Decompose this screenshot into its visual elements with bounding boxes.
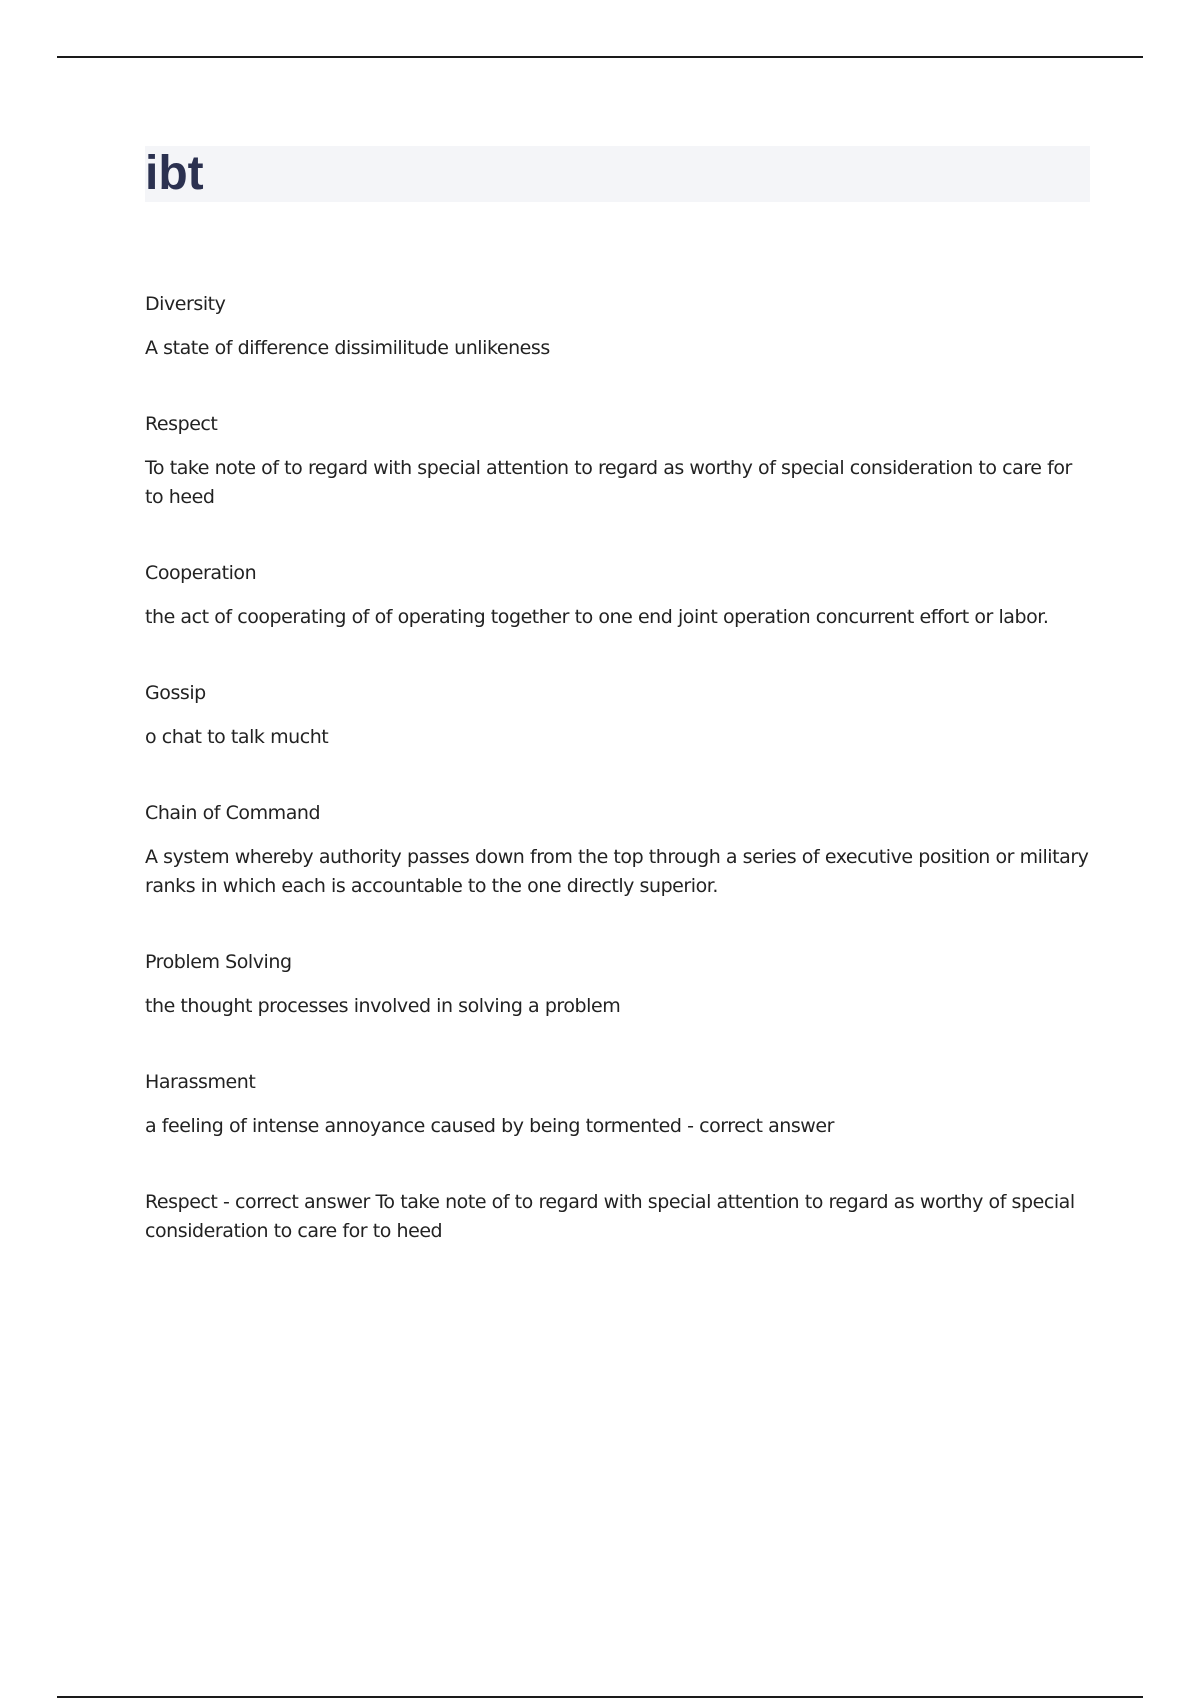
definition: the thought processes involved in solving a problem xyxy=(145,995,621,1017)
flashcard-entry xyxy=(145,1068,1090,1141)
term: Harassment xyxy=(145,1071,256,1093)
flashcard-entry-final xyxy=(145,1188,1090,1246)
definition: the act of cooperating of of operating together to one end joint operation concurrent effort or labor. xyxy=(145,606,1049,628)
term: Diversity xyxy=(145,293,226,315)
final-line: Respect - correct answer To take note of to regard with special attention to regard as worthy of special consideration to care for to heed xyxy=(145,1191,1075,1242)
flashcard-entry xyxy=(145,410,1090,512)
flashcard-entry xyxy=(145,559,1090,632)
term: Problem Solving xyxy=(145,951,292,973)
definition: To take note of to regard with special attention to regard as worthy of special consideration to care for to heed xyxy=(145,457,1072,508)
definition: A state of difference dissimilitude unlikeness xyxy=(145,337,550,359)
term: Cooperation xyxy=(145,562,257,584)
definition: a feeling of intense annoyance caused by being tormented - correct answer xyxy=(145,1115,834,1137)
document-title: ibt xyxy=(145,147,204,200)
term: Chain of Command xyxy=(145,802,321,824)
top-rule xyxy=(57,56,1143,58)
flashcard-entry xyxy=(145,948,1090,1021)
flashcard-entry xyxy=(145,799,1090,901)
flashcard-list xyxy=(145,290,1090,1293)
definition: o chat to talk mucht xyxy=(145,726,329,748)
definition: A system whereby authority passes down from the top through a series of executive position or military ranks in which each is accountable to the one directly superior. xyxy=(145,846,1089,897)
term: Respect xyxy=(145,413,218,435)
term: Gossip xyxy=(145,682,206,704)
bottom-rule xyxy=(57,1696,1143,1698)
flashcard-entry xyxy=(145,679,1090,752)
flashcard-entry xyxy=(145,290,1090,363)
title-banner xyxy=(145,146,1090,202)
